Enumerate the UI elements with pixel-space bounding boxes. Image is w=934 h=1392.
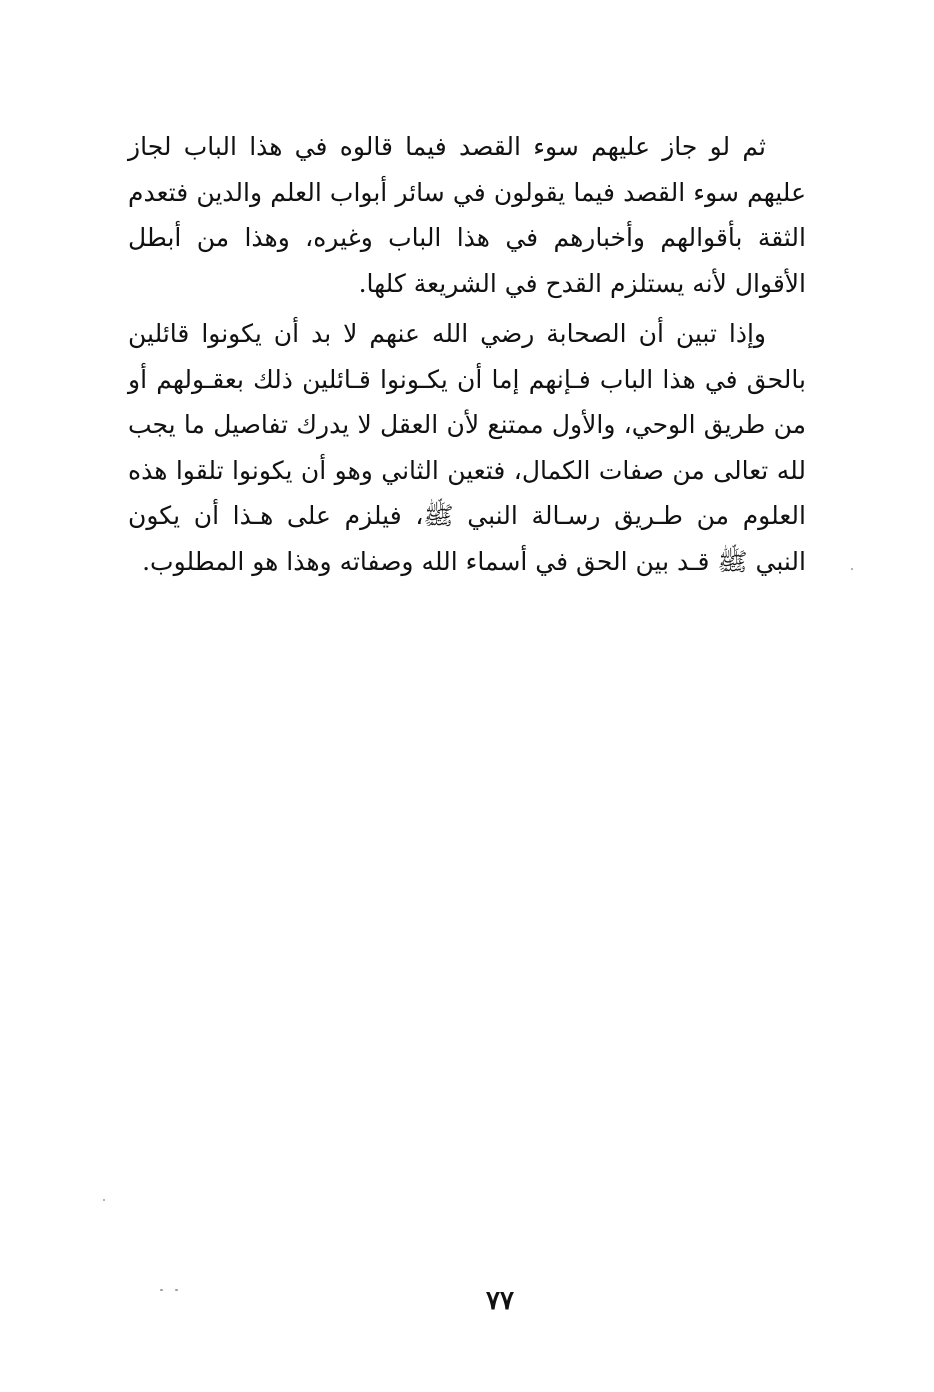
paragraph-2: وإذا تبين أن الصحابة رضي الله عنهم لا بد أن يكونوا قائلين بالحق في هذا الباب فـإنهم إما أن يكـونوا قـائلين ذلك بعقـولهم أو من طريق الوحي، والأول ممتنع لأن العقل لا يدرك تفاصيل ما يجب لله تعالى من صفات الكمال، فتعين الثاني وهو أن يكونوا تلقوا هذه العلوم من طـريق رسـالة النبي ﷺ، فيلزم على هـذا أن يكون النبي ﷺ قـد بين الحق في أسماء الله وصفاته وهذا هو المطلوب. xyxy=(128,319,806,576)
scan-speck xyxy=(160,1289,163,1291)
paragraph-1: ثم لو جاز عليهم سوء القصد فيما قالوه في هذا الباب لجاز عليهم سوء القصد فيما يقولون في سائر أبواب العلم والدين فتعدم الثقة بأقوالهم وأخبارهم في هذا الباب وغيره، وهذا من أبطل الأقوال لأنه يستلزم القدح في الشريعة كلها. xyxy=(128,132,806,298)
scan-speck xyxy=(851,568,853,570)
page-number: ٧٧ xyxy=(486,1286,514,1316)
scan-speck xyxy=(103,1199,105,1201)
scan-speck xyxy=(175,1289,178,1291)
